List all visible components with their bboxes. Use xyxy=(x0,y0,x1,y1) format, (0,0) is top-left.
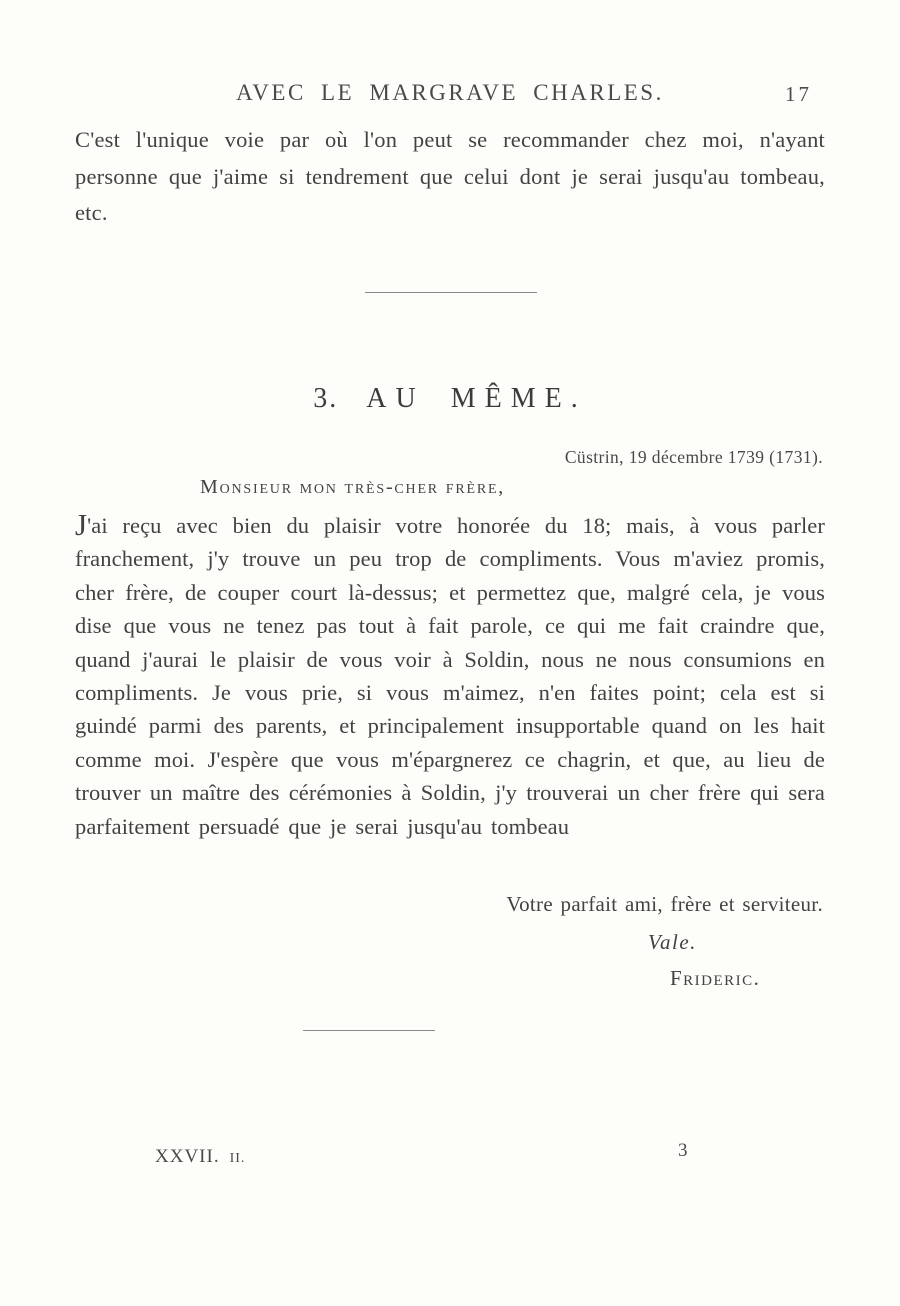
letter-heading xyxy=(0,383,900,415)
volume-mark: XXVII. xyxy=(155,1146,220,1167)
running-header xyxy=(0,80,900,110)
page-number: 17 xyxy=(785,82,812,106)
volume-signature-mark xyxy=(155,1146,245,1168)
letter-salutation: Monsieur mon très-cher frère, xyxy=(200,476,506,498)
letter-valediction: Vale. xyxy=(648,930,697,954)
letter-closing: Votre parfait ami, frère et serviteur. xyxy=(506,892,823,916)
letter-body-text: 'ai reçu avec bien du plaisir votre honorée du 18; mais, à vous parler franchement, j'y trouve un peu trop de compliments. Vous m'aviez promis, cher frère, de couper court là-dessus; et permettez que, malgré cela, je vous dise que vous ne tenez pas tout à fait parole, ce qui me fait craindre que, quand j'aurai le plaisir de vous voir à Soldin, nous ne nous consumions en compliments. Je vous prie, si vous m'aimez, n'en faites point; cela est si guindé parmi des parents, et principalement insupportable quand on les hait comme moi. J'espère que vous m'épargnerez ce chagrin, et que, au lieu de trouver un maître des cérémonies à Soldin, j'y trouverai un cher frère qui sera parfaitement persuadé que je serai jusqu'au tombeau xyxy=(75,513,825,839)
section-divider-bottom xyxy=(303,1030,435,1031)
letter-body xyxy=(75,509,825,843)
part-mark: II. xyxy=(229,1151,246,1166)
running-header-title: AVEC LE MARGRAVE CHARLES. xyxy=(236,80,664,105)
letter-title: AU MÊME. xyxy=(366,383,587,414)
letter-signature: Frideric. xyxy=(670,966,761,990)
drop-cap-initial: J xyxy=(75,507,88,542)
letter-dateline: Cüstrin, 19 décembre 1739 (1731). xyxy=(564,447,823,467)
letter-number: 3. xyxy=(313,383,339,414)
intro-paragraph: C'est l'unique voie par où l'on peut se recommander chez moi, n'ayant personne que j'aime si tendrement que celui dont je serai jusqu'au tombeau, etc. xyxy=(75,127,825,225)
section-divider-top xyxy=(365,292,537,293)
sheet-signature-number: 3 xyxy=(678,1140,688,1161)
